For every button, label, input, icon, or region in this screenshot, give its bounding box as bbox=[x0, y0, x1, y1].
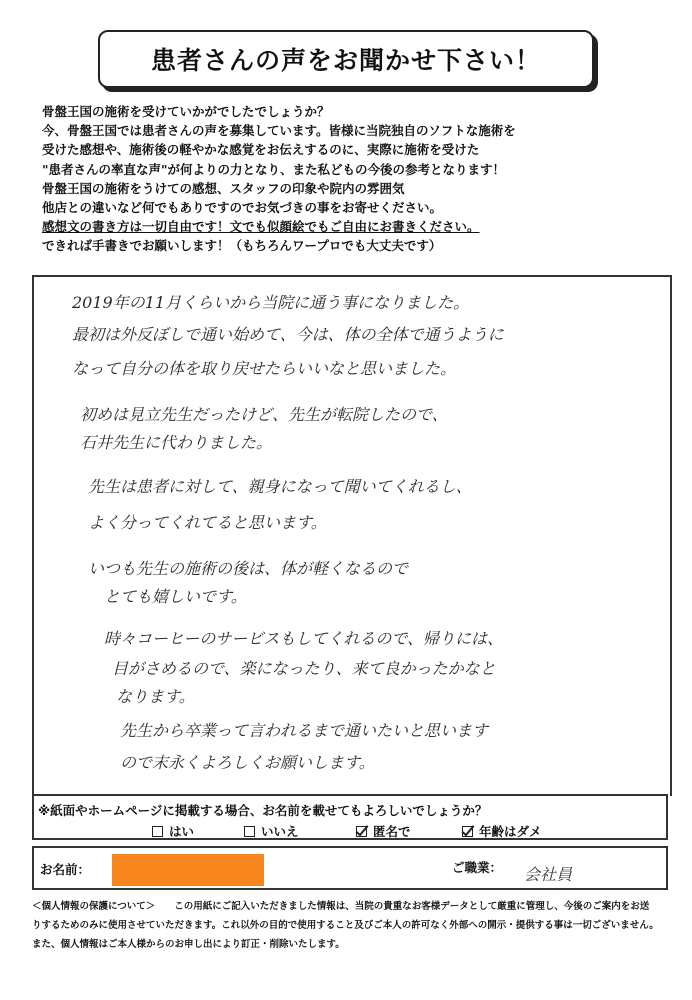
job-value: 会社員 bbox=[524, 865, 573, 884]
option-yes[interactable] bbox=[152, 822, 194, 840]
handwritten-line: ので末永くよろしくお願いします。 bbox=[120, 753, 375, 772]
handwritten-line: なります。 bbox=[116, 687, 195, 706]
handwritten-line: なって自分の体を取り戻せたらいいなと思いました。 bbox=[72, 359, 457, 378]
intro-line: "患者さんの率直な声"が何よりの力となり、また私どもの今後の参考となります！ bbox=[42, 161, 506, 177]
name-job-row bbox=[32, 846, 668, 890]
handwritten-line: 初めは見立先生だったけど、先生が転院したので、 bbox=[80, 405, 448, 424]
handwritten-line: 2019年の11月くらいから当院に通う事になりました。 bbox=[72, 293, 470, 312]
intro-line: 受けた感想や、施術後の軽やかな感覚をお伝えするのに、実際に施術を受けた bbox=[42, 142, 480, 158]
name-label: お名前： bbox=[40, 862, 91, 877]
checkbox-checked[interactable] bbox=[356, 826, 367, 837]
privacy-line: りするためのみに使用させていただきます。これ以外の目的で使用すること及びご本人の許可なく外部への開示・提供する事は一切ございません。 bbox=[32, 920, 659, 931]
intro-line: 他店との違いなど何でもありですのでお気づきの事をお寄せください。 bbox=[42, 200, 443, 216]
option-anonymous[interactable] bbox=[356, 822, 411, 840]
intro-line: 骨盤王国の施術を受けていかがでしたでしょうか？ bbox=[42, 104, 330, 119]
intro-line: できれば手書きでお願いします！（もちろんワープロでも大丈夫です） bbox=[42, 238, 442, 254]
job-label: ご職業： bbox=[452, 860, 503, 875]
intro-text bbox=[42, 102, 672, 256]
intro-line: 骨盤王国の施術をうけての感想、スタッフの印象や院内の雰囲気 bbox=[42, 180, 405, 196]
handwritten-line: 先生から卒業って言われるまで通いたいと思います bbox=[120, 721, 489, 740]
checkbox[interactable] bbox=[244, 826, 255, 837]
consent-section bbox=[32, 794, 668, 840]
handwritten-line: 石井先生に代わりました。 bbox=[80, 433, 273, 452]
handwritten-line: とても嬉しいです。 bbox=[104, 587, 247, 606]
privacy-line: ＜個人情報の保護について＞ この用紙にご記入いただきました情報は、当院の貴重なお客様データとして厳重に管理し、今後のご案内をお送 bbox=[32, 901, 650, 912]
handwritten-line: 先生は患者に対して、親身になって聞いてくれるし、 bbox=[88, 477, 472, 496]
page-title bbox=[98, 30, 594, 88]
handwritten-line: 時々コーヒーのサービスもしてくれるので、帰りには、 bbox=[104, 629, 504, 648]
option-label: 年齢はダメ bbox=[479, 824, 542, 839]
option-label: はい bbox=[169, 824, 195, 839]
redacted-name bbox=[112, 854, 264, 886]
option-label: 匿名で bbox=[373, 824, 411, 839]
handwritten-line: 最初は外反ぼしで通い始めて、今は、体の全体で通うように bbox=[72, 325, 504, 344]
intro-line: 感想文の書き方は一切自由です！文でも似顔絵でもご自由にお書きください。 bbox=[42, 219, 480, 235]
consent-question: ※紙面やホームページに掲載する場合、お名前を載せてもよろしいでしょうか？ bbox=[38, 803, 488, 818]
intro-line: 今、骨盤王国では患者さんの声を募集しています。皆様に当院独自のソフトな施術を bbox=[42, 123, 516, 139]
page-title-text: 患者さんの声をお聞かせ下さい！ bbox=[150, 46, 541, 75]
handwritten-line: 目がさめるので、楽になったり、来て良かったかなと bbox=[112, 659, 496, 678]
privacy-notice bbox=[32, 897, 672, 954]
checkbox-checked[interactable] bbox=[462, 826, 473, 837]
checkbox[interactable] bbox=[152, 826, 163, 837]
handwritten-line: いつも先生の施術の後は、体が軽くなるので bbox=[88, 559, 409, 578]
option-no-age[interactable] bbox=[462, 822, 542, 840]
option-label: いいえ bbox=[261, 824, 299, 839]
option-no[interactable] bbox=[244, 822, 299, 840]
handwritten-line: よく分ってくれてると思います。 bbox=[88, 513, 327, 532]
privacy-line: また、個人情報はご本人様からのお申し出により訂正・削除いたします。 bbox=[32, 939, 345, 950]
